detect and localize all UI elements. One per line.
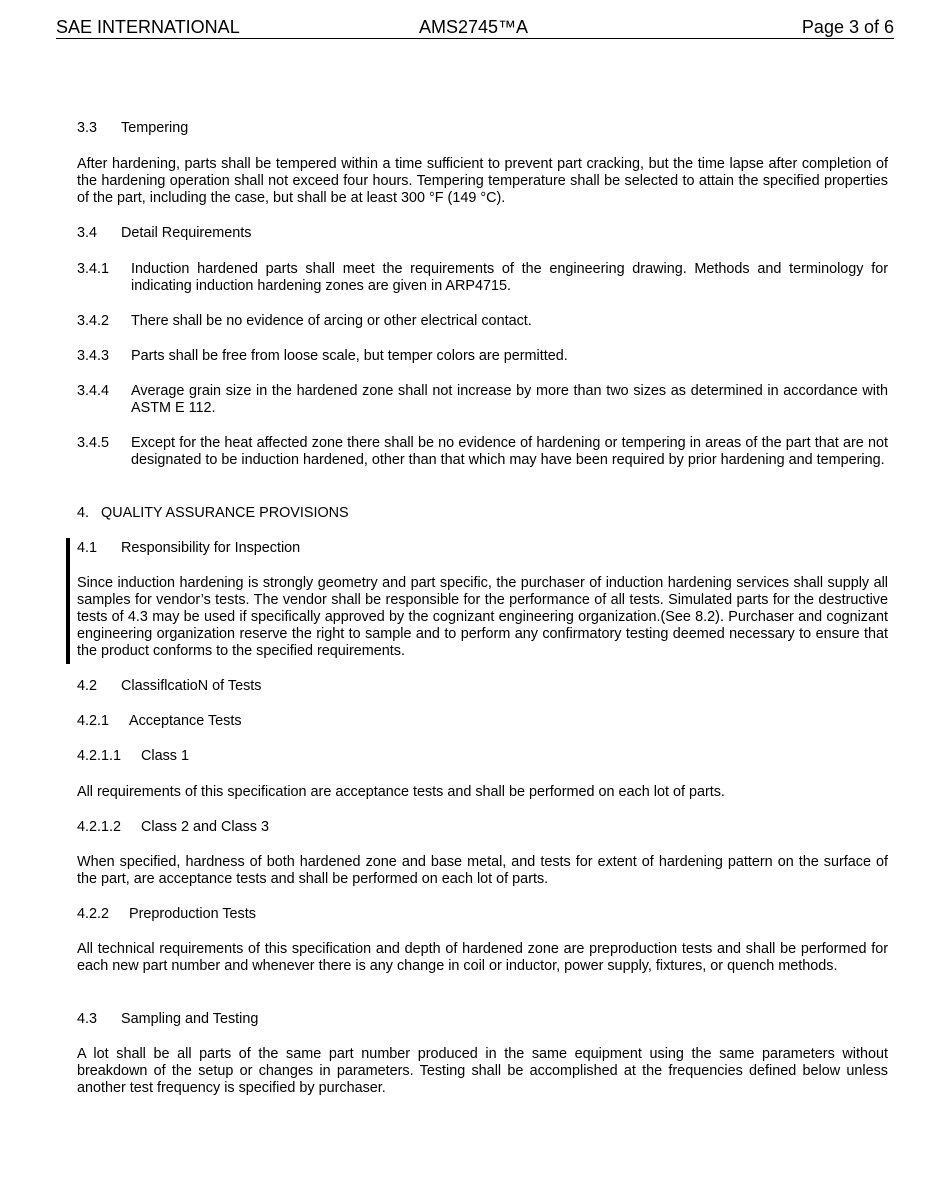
- item-text: Average grain size in the hardened zone shall not increase by more than two sizes as determined in accordance with ASTM E 112.: [131, 383, 888, 416]
- item-number: 3.4.3: [77, 348, 110, 364]
- revision-bar: [66, 538, 70, 664]
- section-4-2-2-body: All technical requirements of this specification and depth of hardened zone are preproduction tests and shall be performed for each new part number and whenever there is any change in coil or inductor, power supply, fixtures, or quench methods.: [77, 941, 888, 974]
- section-number: 4.2.2: [77, 906, 110, 922]
- section-title: Preproduction Tests: [129, 906, 256, 922]
- section-4-2-heading: [77, 678, 888, 695]
- section-number: 3.4: [77, 225, 98, 241]
- section-4-2-1-heading: [77, 713, 888, 730]
- item-number: 3.4.5: [77, 435, 110, 451]
- section-number: 4.3: [77, 1011, 98, 1027]
- header-doc-id: AMS2745™A: [419, 17, 529, 37]
- section-title: Detail Requirements: [121, 225, 252, 241]
- section-title: Acceptance Tests: [129, 713, 242, 729]
- section-title: Sampling and Testing: [121, 1011, 259, 1027]
- page-header: [56, 17, 894, 39]
- section-number: 4.2.1.1: [77, 748, 122, 764]
- section-title: ClassiflcatioN of Tests: [121, 678, 262, 694]
- section-number: 4.2.1: [77, 713, 110, 729]
- section-4-2-1-2-heading: [77, 819, 888, 836]
- section-3-3-heading: [77, 120, 888, 137]
- section-4-2-1-1-body: All requirements of this specification are acceptance tests and shall be performed on each lot of parts.: [77, 784, 725, 800]
- item-text: There shall be no evidence of arcing or other electrical contact.: [131, 313, 532, 329]
- item-text: Parts shall be free from loose scale, but temper colors are permitted.: [131, 348, 568, 364]
- item-number: 3.4.2: [77, 313, 110, 329]
- section-title: Tempering: [121, 120, 189, 136]
- section-number: 4.1: [77, 540, 98, 556]
- section-title: Responsibility for Inspection: [121, 540, 301, 556]
- section-title: Class 1: [141, 748, 190, 764]
- section-4-3-heading: [77, 1011, 888, 1028]
- section-number: 4.: [77, 505, 90, 521]
- section-4-heading: [77, 505, 888, 522]
- header-org: SAE INTERNATIONAL: [56, 17, 240, 37]
- section-4-1-heading: [77, 540, 888, 557]
- section-3-3-body: After hardening, parts shall be tempered within a time sufficient to prevent part cracking, but the time lapse after completion of the hardening operation shall not exceed four hours. Tempering temperature shall be selected to attain the specified properties of the part, including the case, but shall be at least 300 °F (149 °C).: [77, 156, 888, 206]
- item-text: Induction hardened parts shall meet the requirements of the engineering drawing. Methods and terminology for indicating induction hardening zones are given in ARP4715.: [131, 261, 888, 294]
- item-number: 3.4.4: [77, 383, 110, 399]
- item-number: 3.4.1: [77, 261, 110, 277]
- item-text: Except for the heat affected zone there shall be no evidence of hardening or tempering in areas of the part that are not designated to be induction hardened, other than that which may have been required by prior hardening and tempering.: [131, 435, 888, 468]
- section-title: QUALITY ASSURANCE PROVISIONS: [101, 505, 349, 521]
- section-title: Class 2 and Class 3: [141, 819, 269, 835]
- section-number: 4.2: [77, 678, 98, 694]
- section-4-2-1-2-body: When specified, hardness of both hardened zone and base metal, and tests for extent of hardening pattern on the surface of the part, are acceptance tests and shall be performed on each lot of parts.: [77, 854, 888, 887]
- header-page-number: Page 3 of 6: [801, 17, 894, 37]
- section-4-1-body: Since induction hardening is strongly geometry and part specific, the purchaser of induction hardening services shall supply all samples for vendor’s tests. The vendor shall be responsible for the performance of all tests. Simulated parts for the destructive tests of 4.3 may be used if specifically approved by the cognizant engineering organization.(See 8.2). Purchaser and cognizant engineering organization reserve the right to sample and to perform any confirmatory testing deemed necessary to ensure that the product conforms to the specified requirements.: [77, 575, 888, 659]
- section-4-2-1-1-heading: [77, 748, 888, 765]
- section-4-2-2-heading: [77, 906, 888, 923]
- section-number: 3.3: [77, 120, 98, 136]
- section-4-3-body: A lot shall be all parts of the same part number produced in the same equipment using the same parameters without breakdown of the setup or changes in parameters. Testing shall be accomplished at the frequencies defined below unless another test frequency is specified by purchaser.: [77, 1046, 888, 1096]
- section-number: 4.2.1.2: [77, 819, 122, 835]
- section-3-4-heading: [77, 225, 888, 242]
